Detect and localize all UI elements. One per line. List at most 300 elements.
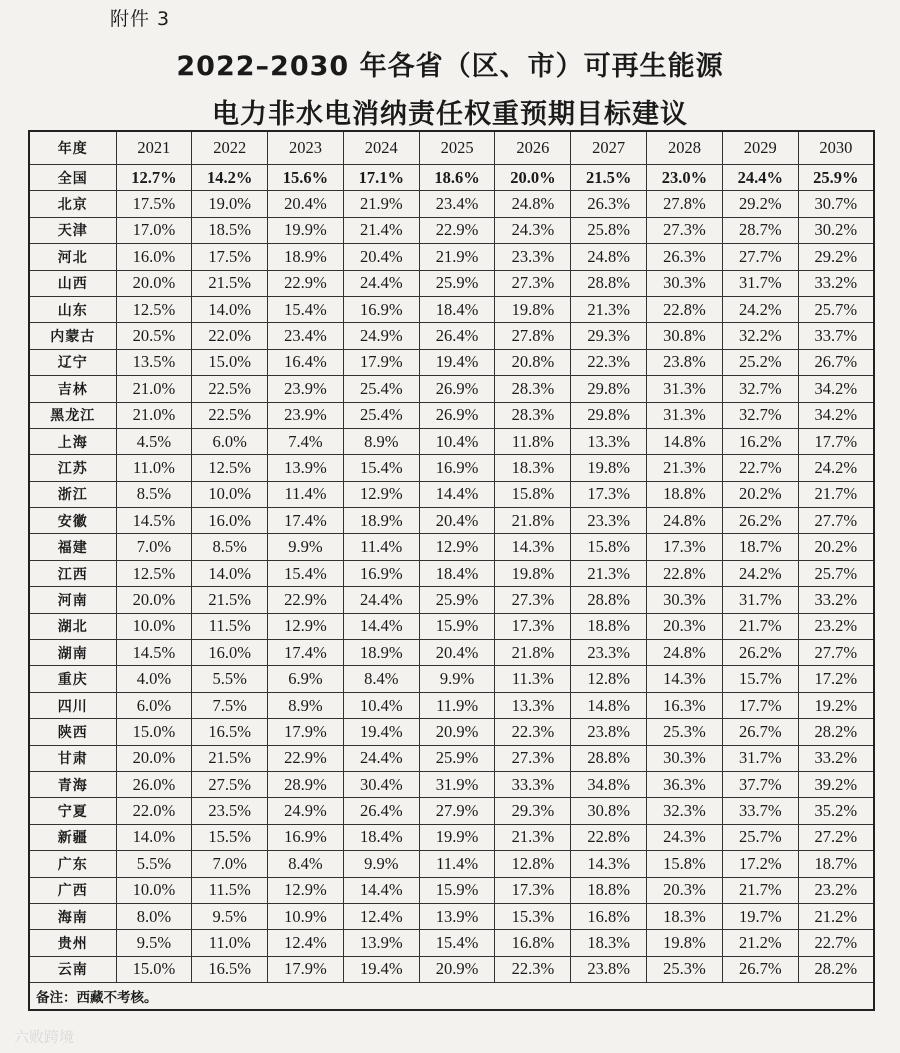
weight-cell: 20.4%: [343, 244, 419, 270]
table-row: [29, 824, 874, 850]
weight-cell: 15.0%: [116, 719, 192, 745]
table-row: [29, 455, 874, 481]
weight-cell: 18.3%: [571, 930, 647, 956]
weight-cell: 21.0%: [116, 376, 192, 402]
weight-cell: 16.9%: [419, 455, 495, 481]
weight-cell: 26.9%: [419, 376, 495, 402]
weight-cell: 24.8%: [647, 508, 723, 534]
weight-cell: 21.0%: [116, 402, 192, 428]
region-name: 湖北: [29, 613, 116, 639]
weight-cell: 36.3%: [647, 771, 723, 797]
weight-cell: 23.2%: [798, 877, 874, 903]
weight-cell: 20.0%: [116, 270, 192, 296]
weight-cell: 27.5%: [192, 771, 268, 797]
weight-cell: 14.4%: [419, 481, 495, 507]
weight-cell: 9.9%: [419, 666, 495, 692]
weight-cell: 23.0%: [647, 165, 723, 191]
weight-cell: 12.4%: [343, 903, 419, 929]
weight-cell: 26.3%: [571, 191, 647, 217]
weight-cell: 16.2%: [722, 428, 798, 454]
weight-cell: 18.4%: [419, 296, 495, 322]
weight-cell: 27.3%: [495, 587, 571, 613]
weight-cell: 13.5%: [116, 349, 192, 375]
weight-cell: 16.8%: [495, 930, 571, 956]
weight-cell: 17.9%: [343, 349, 419, 375]
weight-cell: 30.4%: [343, 771, 419, 797]
region-name: 天津: [29, 217, 116, 243]
weight-cell: 8.0%: [116, 903, 192, 929]
weight-cell: 11.9%: [419, 692, 495, 718]
table-row: [29, 877, 874, 903]
weight-cell: 31.9%: [419, 771, 495, 797]
weight-cell: 27.2%: [798, 824, 874, 850]
weight-cell: 33.2%: [798, 587, 874, 613]
weight-cell: 25.7%: [722, 824, 798, 850]
header-year: 2027: [571, 131, 647, 165]
weight-cell: 25.4%: [343, 402, 419, 428]
region-name: 宁夏: [29, 798, 116, 824]
weight-cell: 32.7%: [722, 376, 798, 402]
weight-cell: 25.8%: [571, 217, 647, 243]
weight-cell: 20.2%: [798, 534, 874, 560]
region-name: 新疆: [29, 824, 116, 850]
weight-cell: 24.4%: [343, 587, 419, 613]
weight-cell: 15.4%: [268, 560, 344, 586]
weight-cell: 17.3%: [495, 613, 571, 639]
weight-cell: 22.9%: [268, 745, 344, 771]
region-name: 湖南: [29, 640, 116, 666]
weight-cell: 32.2%: [722, 323, 798, 349]
weight-cell: 20.3%: [647, 877, 723, 903]
region-name: 四川: [29, 692, 116, 718]
weight-cell: 30.2%: [798, 217, 874, 243]
header-year: 2025: [419, 131, 495, 165]
weight-cell: 27.3%: [495, 745, 571, 771]
header-year: 2022: [192, 131, 268, 165]
weight-cell: 20.9%: [419, 956, 495, 982]
weight-cell: 20.9%: [419, 719, 495, 745]
weight-cell: 13.9%: [268, 455, 344, 481]
weight-cell: 19.2%: [798, 692, 874, 718]
weight-cell: 19.8%: [495, 296, 571, 322]
weight-cell: 11.5%: [192, 613, 268, 639]
weight-cell: 24.3%: [495, 217, 571, 243]
weight-cell: 18.4%: [343, 824, 419, 850]
weight-cell: 14.0%: [192, 560, 268, 586]
weight-cell: 24.4%: [343, 745, 419, 771]
weight-cell: 21.8%: [495, 508, 571, 534]
weight-cell: 32.3%: [647, 798, 723, 824]
weight-cell: 30.7%: [798, 191, 874, 217]
weight-cell: 13.3%: [495, 692, 571, 718]
region-name: 内蒙古: [29, 323, 116, 349]
weight-cell: 21.5%: [192, 745, 268, 771]
weight-cell: 18.8%: [647, 481, 723, 507]
weight-cell: 33.3%: [495, 771, 571, 797]
weight-cell: 17.7%: [722, 692, 798, 718]
weight-cell: 16.8%: [571, 903, 647, 929]
weight-cell: 19.8%: [495, 560, 571, 586]
weight-cell: 22.0%: [192, 323, 268, 349]
header-year: 2030: [798, 131, 874, 165]
table-row: [29, 376, 874, 402]
weight-cell: 28.7%: [722, 217, 798, 243]
weight-cell: 18.3%: [495, 455, 571, 481]
weight-cell: 4.0%: [116, 666, 192, 692]
weight-cell: 17.2%: [798, 666, 874, 692]
weight-cell: 15.9%: [419, 877, 495, 903]
weight-cell: 17.3%: [495, 877, 571, 903]
weight-cell: 12.9%: [268, 877, 344, 903]
weight-cell: 16.3%: [647, 692, 723, 718]
weight-cell: 18.8%: [571, 877, 647, 903]
weight-cell: 16.5%: [192, 719, 268, 745]
weight-cell: 31.7%: [722, 745, 798, 771]
weight-cell: 5.5%: [116, 851, 192, 877]
weight-cell: 14.3%: [495, 534, 571, 560]
region-name: 上海: [29, 428, 116, 454]
weight-cell: 22.7%: [798, 930, 874, 956]
weight-cell: 21.5%: [571, 165, 647, 191]
weight-cell: 18.9%: [343, 508, 419, 534]
weight-cell: 15.8%: [647, 851, 723, 877]
weight-cell: 26.4%: [343, 798, 419, 824]
weight-cell: 28.2%: [798, 956, 874, 982]
weight-cell: 25.3%: [647, 956, 723, 982]
weight-cell: 30.8%: [647, 323, 723, 349]
weight-cell: 12.4%: [268, 930, 344, 956]
weight-cell: 12.9%: [268, 613, 344, 639]
weight-cell: 28.8%: [571, 270, 647, 296]
weight-cell: 18.4%: [419, 560, 495, 586]
weight-cell: 19.9%: [268, 217, 344, 243]
weight-cell: 23.8%: [571, 956, 647, 982]
weight-cell: 30.3%: [647, 587, 723, 613]
weight-cell: 22.8%: [571, 824, 647, 850]
weight-cell: 26.7%: [722, 719, 798, 745]
weight-cell: 15.6%: [268, 165, 344, 191]
table-row: [29, 428, 874, 454]
weight-cell: 32.7%: [722, 402, 798, 428]
weight-cell: 6.0%: [192, 428, 268, 454]
weight-cell: 19.4%: [419, 349, 495, 375]
weight-cell: 23.4%: [419, 191, 495, 217]
weight-cell: 23.8%: [647, 349, 723, 375]
weight-cell: 31.3%: [647, 376, 723, 402]
weight-cell: 15.4%: [268, 296, 344, 322]
weight-cell: 16.9%: [268, 824, 344, 850]
weight-cell: 30.3%: [647, 745, 723, 771]
weight-cell: 21.3%: [647, 455, 723, 481]
weight-cell: 12.9%: [343, 481, 419, 507]
table-row: [29, 508, 874, 534]
weight-cell: 15.8%: [495, 481, 571, 507]
weight-cell: 23.8%: [571, 719, 647, 745]
weight-cell: 21.5%: [192, 270, 268, 296]
weight-cell: 24.2%: [722, 560, 798, 586]
weight-cell: 17.2%: [722, 851, 798, 877]
weight-cell: 29.2%: [722, 191, 798, 217]
weight-cell: 21.7%: [798, 481, 874, 507]
weight-cell: 24.8%: [495, 191, 571, 217]
weight-cell: 26.3%: [647, 244, 723, 270]
watermark: 六败跨境: [14, 1028, 75, 1046]
weight-cell: 12.8%: [495, 851, 571, 877]
weight-cell: 23.3%: [571, 640, 647, 666]
weight-cell: 18.7%: [722, 534, 798, 560]
weight-cell: 17.9%: [268, 719, 344, 745]
weight-cell: 27.3%: [647, 217, 723, 243]
region-name: 安徽: [29, 508, 116, 534]
weight-cell: 31.3%: [647, 402, 723, 428]
weight-cell: 34.2%: [798, 402, 874, 428]
weight-cell: 19.8%: [571, 455, 647, 481]
weight-cell: 15.3%: [495, 903, 571, 929]
weight-cell: 21.2%: [798, 903, 874, 929]
region-name: 浙江: [29, 481, 116, 507]
weight-cell: 18.7%: [798, 851, 874, 877]
table-note: 备注：西藏不考核。: [29, 983, 874, 1010]
weight-cell: 18.5%: [192, 217, 268, 243]
weight-cell: 23.2%: [798, 613, 874, 639]
table-row: [29, 534, 874, 560]
weight-cell: 10.4%: [419, 428, 495, 454]
weight-cell: 9.5%: [192, 903, 268, 929]
weight-cell: 24.8%: [571, 244, 647, 270]
weight-cell: 22.8%: [647, 296, 723, 322]
weight-cell: 9.9%: [343, 851, 419, 877]
weight-cell: 25.9%: [419, 270, 495, 296]
weight-cell: 4.5%: [116, 428, 192, 454]
weight-cell: 14.3%: [571, 851, 647, 877]
table-row: [29, 217, 874, 243]
weight-cell: 21.5%: [192, 587, 268, 613]
weight-cell: 8.4%: [268, 851, 344, 877]
weight-cell: 35.2%: [798, 798, 874, 824]
weight-cell: 17.5%: [116, 191, 192, 217]
weight-cell: 14.5%: [116, 640, 192, 666]
region-name: 河北: [29, 244, 116, 270]
weight-cell: 17.5%: [192, 244, 268, 270]
weight-cell: 16.0%: [192, 508, 268, 534]
weight-cell: 16.0%: [116, 244, 192, 270]
header-row: [29, 131, 874, 165]
table-row: [29, 851, 874, 877]
region-name: 江西: [29, 560, 116, 586]
weight-cell: 28.8%: [571, 745, 647, 771]
weight-cell: 31.7%: [722, 587, 798, 613]
weight-cell: 14.5%: [116, 508, 192, 534]
weight-cell: 17.4%: [268, 508, 344, 534]
weight-cell: 25.4%: [343, 376, 419, 402]
weight-cell: 17.9%: [268, 956, 344, 982]
weight-cell: 20.4%: [419, 508, 495, 534]
target-weights-table: [28, 130, 875, 1011]
weight-cell: 7.0%: [116, 534, 192, 560]
weight-cell: 24.4%: [343, 270, 419, 296]
weight-cell: 20.0%: [495, 165, 571, 191]
weight-cell: 24.9%: [268, 798, 344, 824]
region-name: 北京: [29, 191, 116, 217]
weight-cell: 25.9%: [419, 745, 495, 771]
weight-cell: 24.4%: [722, 165, 798, 191]
weight-cell: 10.0%: [116, 613, 192, 639]
header-year: 2029: [722, 131, 798, 165]
weight-cell: 33.2%: [798, 745, 874, 771]
weight-cell: 9.9%: [268, 534, 344, 560]
region-name: 甘肃: [29, 745, 116, 771]
weight-cell: 8.5%: [192, 534, 268, 560]
weight-cell: 20.3%: [647, 613, 723, 639]
weight-cell: 5.5%: [192, 666, 268, 692]
weight-cell: 23.3%: [571, 508, 647, 534]
weight-cell: 8.9%: [343, 428, 419, 454]
weight-cell: 7.5%: [192, 692, 268, 718]
table-row: [29, 481, 874, 507]
weight-cell: 16.9%: [343, 560, 419, 586]
weight-cell: 14.0%: [116, 824, 192, 850]
table-row: [29, 191, 874, 217]
weight-cell: 6.0%: [116, 692, 192, 718]
weight-cell: 23.4%: [268, 323, 344, 349]
weight-cell: 22.0%: [116, 798, 192, 824]
weight-cell: 21.8%: [495, 640, 571, 666]
weight-cell: 22.3%: [571, 349, 647, 375]
weight-cell: 24.2%: [722, 296, 798, 322]
weight-cell: 14.3%: [647, 666, 723, 692]
table-row: [29, 745, 874, 771]
weight-cell: 22.7%: [722, 455, 798, 481]
weight-cell: 14.8%: [647, 428, 723, 454]
weight-cell: 15.9%: [419, 613, 495, 639]
table-row: [29, 719, 874, 745]
weight-cell: 15.0%: [116, 956, 192, 982]
weight-cell: 7.0%: [192, 851, 268, 877]
weight-cell: 21.7%: [722, 613, 798, 639]
weight-cell: 24.8%: [647, 640, 723, 666]
weight-cell: 20.0%: [116, 587, 192, 613]
weight-cell: 12.7%: [116, 165, 192, 191]
weight-cell: 24.9%: [343, 323, 419, 349]
weight-cell: 39.2%: [798, 771, 874, 797]
table-row: [29, 771, 874, 797]
weight-cell: 12.8%: [571, 666, 647, 692]
weight-cell: 22.3%: [495, 956, 571, 982]
weight-cell: 21.3%: [495, 824, 571, 850]
document-title-line-1: 2022–2030 年各省（区、市）可再生能源: [176, 51, 724, 82]
weight-cell: 22.5%: [192, 376, 268, 402]
weight-cell: 25.2%: [722, 349, 798, 375]
weight-cell: 15.4%: [343, 455, 419, 481]
region-name: 山西: [29, 270, 116, 296]
weight-cell: 25.7%: [798, 560, 874, 586]
weight-cell: 19.7%: [722, 903, 798, 929]
weight-cell: 22.3%: [495, 719, 571, 745]
weight-cell: 30.3%: [647, 270, 723, 296]
region-name: 山东: [29, 296, 116, 322]
weight-cell: 11.3%: [495, 666, 571, 692]
header-year: 2028: [647, 131, 723, 165]
weight-cell: 12.5%: [192, 455, 268, 481]
weight-cell: 31.7%: [722, 270, 798, 296]
weight-cell: 22.9%: [268, 587, 344, 613]
document-title-line-2: 电力非水电消纳责任权重预期目标建议: [212, 99, 688, 130]
weight-cell: 22.5%: [192, 402, 268, 428]
region-name: 广西: [29, 877, 116, 903]
weight-cell: 12.5%: [116, 296, 192, 322]
weight-cell: 10.9%: [268, 903, 344, 929]
weight-cell: 14.8%: [571, 692, 647, 718]
table-row: [29, 956, 874, 982]
weight-cell: 23.9%: [268, 402, 344, 428]
weight-cell: 25.3%: [647, 719, 723, 745]
region-name: 重庆: [29, 666, 116, 692]
weight-cell: 6.9%: [268, 666, 344, 692]
weight-cell: 13.9%: [343, 930, 419, 956]
weight-cell: 15.5%: [192, 824, 268, 850]
weight-cell: 21.9%: [343, 191, 419, 217]
weight-cell: 23.3%: [495, 244, 571, 270]
weight-cell: 23.9%: [268, 376, 344, 402]
weight-cell: 10.0%: [116, 877, 192, 903]
weight-cell: 14.0%: [192, 296, 268, 322]
table-row: [29, 270, 874, 296]
region-name: 河南: [29, 587, 116, 613]
weight-cell: 26.2%: [722, 508, 798, 534]
region-name: 吉林: [29, 376, 116, 402]
weight-cell: 26.9%: [419, 402, 495, 428]
weight-cell: 20.4%: [268, 191, 344, 217]
weight-cell: 19.4%: [343, 719, 419, 745]
table-row: [29, 798, 874, 824]
header-year: 2024: [343, 131, 419, 165]
weight-cell: 28.3%: [495, 402, 571, 428]
region-name: 黑龙江: [29, 402, 116, 428]
weight-cell: 18.9%: [343, 640, 419, 666]
weight-cell: 27.3%: [495, 270, 571, 296]
weight-cell: 17.3%: [571, 481, 647, 507]
weight-cell: 14.2%: [192, 165, 268, 191]
weight-cell: 20.0%: [116, 745, 192, 771]
weight-cell: 29.3%: [571, 323, 647, 349]
table-row: [29, 903, 874, 929]
region-name: 福建: [29, 534, 116, 560]
weight-cell: 10.0%: [192, 481, 268, 507]
weight-cell: 15.7%: [722, 666, 798, 692]
table-row: [29, 560, 874, 586]
weight-cell: 29.3%: [495, 798, 571, 824]
region-name: 青海: [29, 771, 116, 797]
weight-cell: 26.7%: [722, 956, 798, 982]
weight-cell: 13.9%: [419, 903, 495, 929]
weight-cell: 21.3%: [571, 560, 647, 586]
table-row: [29, 349, 874, 375]
weight-cell: 27.7%: [798, 640, 874, 666]
weight-cell: 22.9%: [268, 270, 344, 296]
weight-cell: 27.8%: [495, 323, 571, 349]
weight-cell: 29.8%: [571, 402, 647, 428]
weight-cell: 20.5%: [116, 323, 192, 349]
weight-cell: 37.7%: [722, 771, 798, 797]
weight-cell: 9.5%: [116, 930, 192, 956]
region-name: 辽宁: [29, 349, 116, 375]
weight-cell: 10.4%: [343, 692, 419, 718]
weight-cell: 15.0%: [192, 349, 268, 375]
weight-cell: 34.2%: [798, 376, 874, 402]
weight-cell: 28.2%: [798, 719, 874, 745]
weight-cell: 8.9%: [268, 692, 344, 718]
weight-cell: 11.4%: [268, 481, 344, 507]
